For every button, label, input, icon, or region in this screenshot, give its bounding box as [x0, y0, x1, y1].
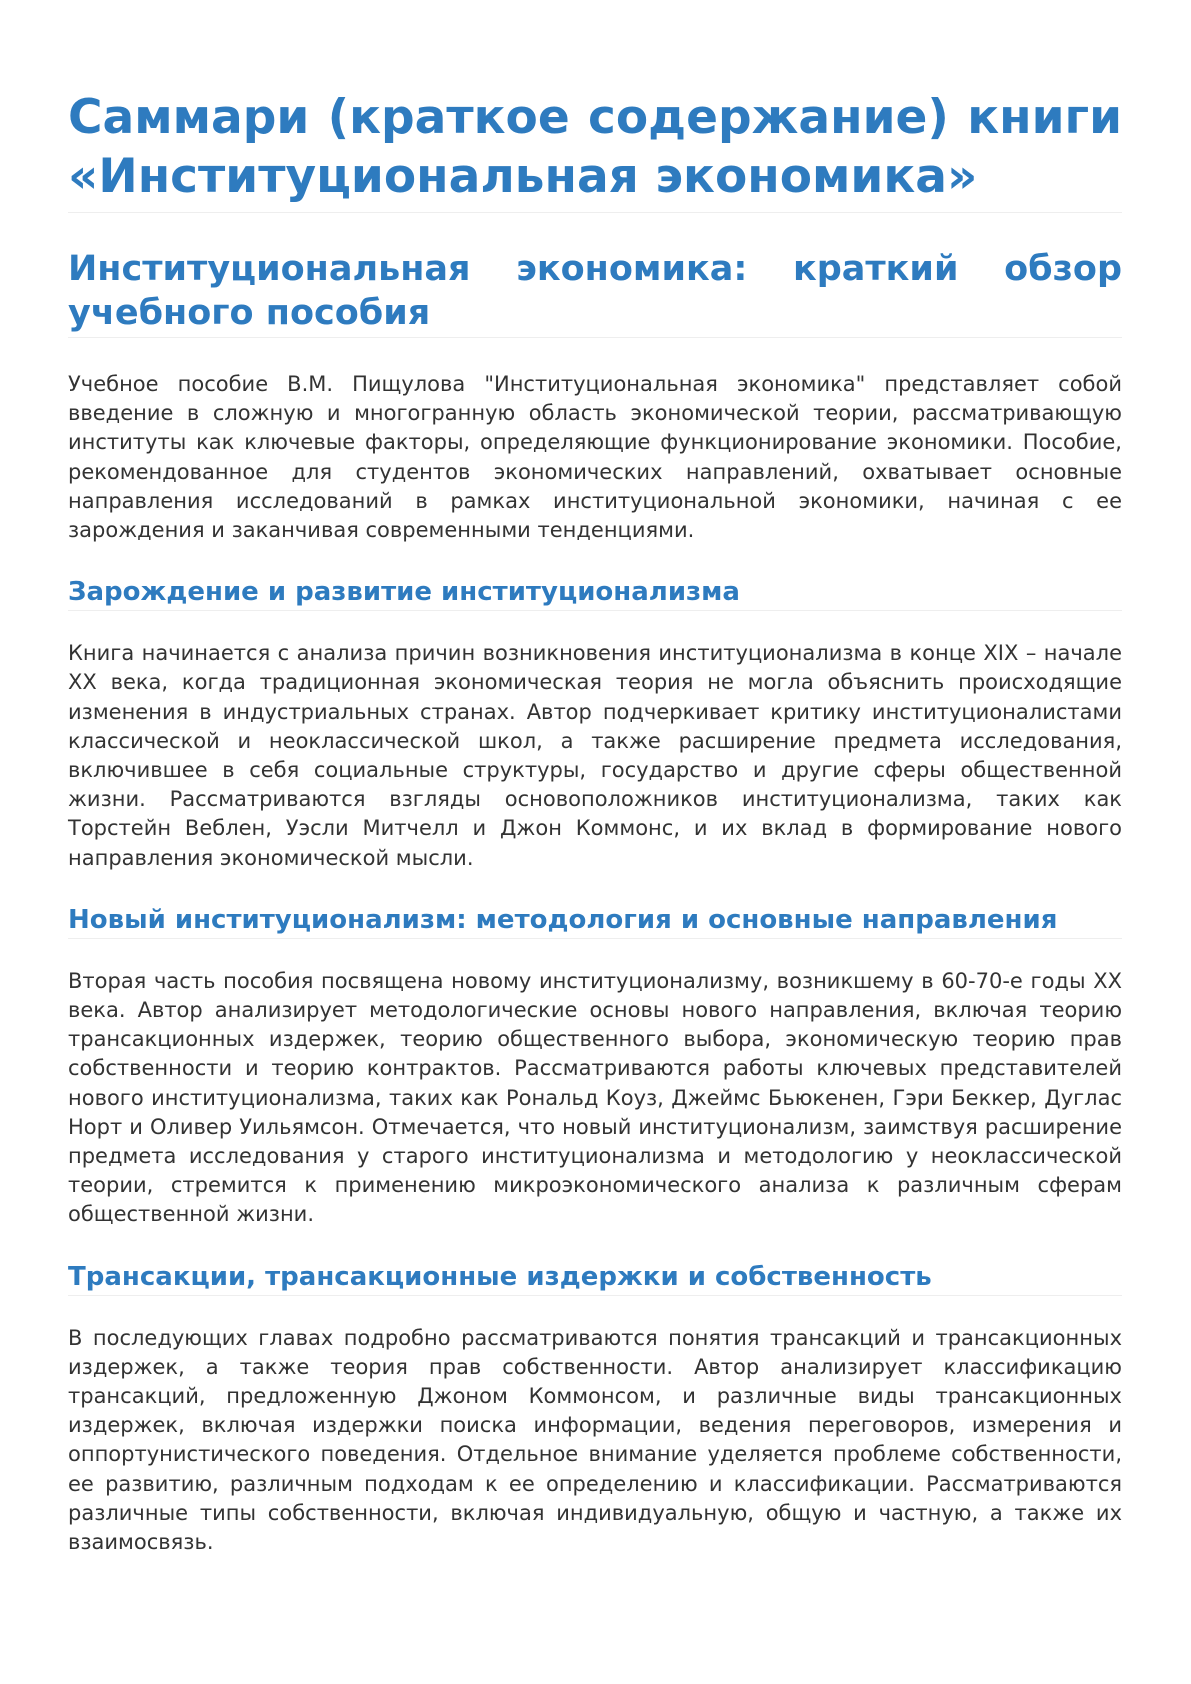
section-heading-transactions: Трансакции, трансакционные издержки и собственность — [68, 1260, 1122, 1296]
page-subtitle: Институциональная экономика: краткий обзор учебного пособия — [68, 247, 1122, 338]
document-page — [68, 88, 1122, 1557]
section-paragraph-origins: Книга начинается с анализа причин возникновения институционализма в конце XIX – начале XX века, когда традиционная экономическая теория не могла объяснить происходящие изменения в индустриальных странах. Автор подчеркивает критику институционалистами классической и неоклассической школ, а также расширение предмета исследования, включившее в себя социальные структуры, государство и другие сферы общественной жизни. Рассматриваются взгляды основоположников институционализма, таких как Торстейн Веблен, Уэсли Митчелл и Джон Коммонс, и их вклад в формирование нового направления экономической мысли. — [68, 641, 1122, 870]
intro-paragraph: Учебное пособие В.М. Пищулова "Институциональная экономика" представляет собой введение в сложную и многогранную область экономической теории, рассматривающую институты как ключевые факторы, определяющие функционирование экономики. Пособие, рекомендованное для студентов экономических направлений, охватывает основные направления исследований в рамках институциональной экономики, начиная с ее зарождения и заканчивая современными тенденциями. — [68, 372, 1122, 543]
section-heading-origins: Зарождение и развитие институционализма — [68, 575, 1122, 611]
page-title: Саммари (краткое содержание) книги «Институциональная экономика» — [68, 88, 1122, 213]
section-paragraph-transactions: В последующих главах подробно рассматриваются понятия трансакций и трансакционных издержек, а также теория прав собственности. Автор анализирует классификацию трансакций, предложенную Джоном Коммонсом, и различные виды трансакционных издержек, включая издержки поиска информации, ведения переговоров, измерения и оппортунистического поведения. Отдельное внимание уделяется проблеме собственности, ее развитию, различным подходам к ее определению и классификации. Рассматриваются различные типы собственности, включая индивидуальную, общую и частную, а также их взаимосвязь. — [68, 1325, 1122, 1555]
section-paragraph-new-institutionalism: Вторая часть пособия посвящена новому институционализму, возникшему в 60-70-е годы XX века. Автор анализирует методологические основы нового направления, включая теорию трансакционных издержек, теорию общественного выбора, экономическую теорию прав собственности и теорию контрактов. Рассматриваются работы ключевых представителей нового институционализма, таких как Рональд Коуз, Джеймс Бьюкенен, Гэри Беккер, Дуглас Норт и Оливер Уильямсон. Отмечается, что новый институционализм, заимствуя расширение предмета исследования у старого институционализма и методологию у неоклассической теории, стремится к применению микроэкономического анализа к различным сферам общественной жизни. — [68, 968, 1122, 1227]
section-heading-new-institutionalism: Новый институционализм: методология и основные направления — [68, 903, 1122, 939]
